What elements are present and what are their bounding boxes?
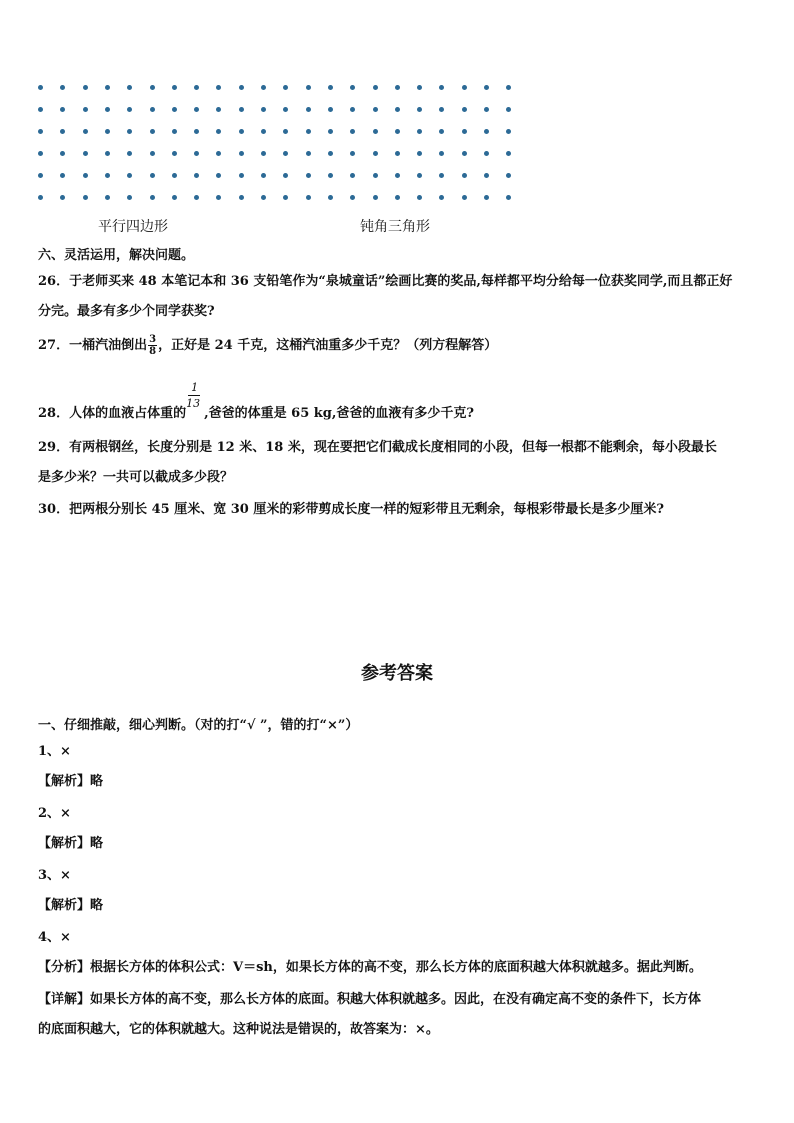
grid-dot bbox=[127, 107, 132, 112]
grid-dot bbox=[150, 85, 155, 90]
grid-dot bbox=[172, 129, 177, 134]
grid-dot bbox=[484, 107, 489, 112]
grid-dot bbox=[373, 151, 378, 156]
grid-dot bbox=[328, 129, 333, 134]
grid-dot bbox=[283, 173, 288, 178]
caption-parallelogram: 平行四边形 bbox=[98, 219, 168, 235]
grid-dot bbox=[60, 107, 65, 112]
grid-dot bbox=[395, 107, 400, 112]
grid-dot bbox=[150, 195, 155, 200]
grid-dot bbox=[283, 129, 288, 134]
fraction-3-8 bbox=[148, 334, 157, 357]
grid-dot bbox=[283, 107, 288, 112]
grid-dot bbox=[261, 195, 266, 200]
grid-dot bbox=[395, 85, 400, 90]
grid-dot bbox=[439, 129, 444, 134]
grid-dot bbox=[216, 173, 221, 178]
answer-4-analysis: 【分析】根据长方体的体积公式：V＝sh，如果长方体的高不变，那么长方体的底面积越大体积就越多。据此判断。 bbox=[38, 960, 702, 975]
grid-dot bbox=[105, 173, 110, 178]
question-26-line2: 分完。最多有多少个同学获奖? bbox=[38, 304, 215, 319]
grid-dot bbox=[484, 85, 489, 90]
fraction-denominator: 8 bbox=[149, 346, 157, 357]
question-30: 30．把两根分别长 45 厘米、宽 30 厘米的彩带剪成长度一样的短彩带且无剩余，每根彩带最长是多少厘米? bbox=[38, 502, 664, 517]
grid-dot bbox=[283, 151, 288, 156]
grid-dot bbox=[38, 173, 43, 178]
grid-dot bbox=[239, 129, 244, 134]
grid-dot bbox=[261, 173, 266, 178]
grid-dot bbox=[439, 173, 444, 178]
grid-dot bbox=[239, 85, 244, 90]
grid-dot bbox=[439, 85, 444, 90]
grid-dot bbox=[216, 195, 221, 200]
grid-dot bbox=[417, 107, 422, 112]
grid-dot bbox=[395, 173, 400, 178]
grid-dot bbox=[439, 107, 444, 112]
answer-4: 4、× bbox=[38, 930, 71, 945]
grid-dot bbox=[506, 173, 511, 178]
grid-dot bbox=[328, 173, 333, 178]
grid-dot bbox=[150, 151, 155, 156]
grid-dot bbox=[216, 129, 221, 134]
grid-dot bbox=[38, 129, 43, 134]
grid-dot bbox=[328, 195, 333, 200]
grid-dot bbox=[350, 129, 355, 134]
grid-dot bbox=[216, 107, 221, 112]
grid-dot bbox=[462, 151, 467, 156]
answer-4-detail-line1: 【详解】如果长方体的高不变，那么长方体的底面。积越大体积就越多。因此，在没有确定高不变的条件下，长方体 bbox=[38, 992, 702, 1007]
grid-dot bbox=[216, 85, 221, 90]
grid-dot bbox=[239, 195, 244, 200]
grid-dot bbox=[350, 195, 355, 200]
grid-dot bbox=[484, 195, 489, 200]
grid-dot bbox=[462, 85, 467, 90]
grid-dot bbox=[350, 151, 355, 156]
grid-dot bbox=[373, 129, 378, 134]
grid-dot bbox=[506, 129, 511, 134]
grid-dot bbox=[105, 151, 110, 156]
grid-dot bbox=[462, 107, 467, 112]
grid-dot bbox=[127, 151, 132, 156]
grid-dot bbox=[395, 195, 400, 200]
grid-dot bbox=[506, 85, 511, 90]
grid-dot bbox=[60, 85, 65, 90]
grid-dot bbox=[373, 173, 378, 178]
grid-dot bbox=[38, 195, 43, 200]
answer-1-explanation: 【解析】略 bbox=[38, 774, 104, 789]
grid-dot bbox=[283, 85, 288, 90]
grid-dot bbox=[172, 151, 177, 156]
grid-dot bbox=[261, 151, 266, 156]
grid-dot bbox=[484, 151, 489, 156]
grid-dot bbox=[38, 107, 43, 112]
grid-dot bbox=[105, 129, 110, 134]
grid-dot bbox=[283, 195, 288, 200]
grid-dot bbox=[306, 195, 311, 200]
grid-dot bbox=[261, 107, 266, 112]
grid-dot bbox=[172, 85, 177, 90]
grid-dot bbox=[306, 85, 311, 90]
grid-dot bbox=[439, 151, 444, 156]
grid-dot bbox=[395, 129, 400, 134]
grid-dot bbox=[38, 151, 43, 156]
answer-3: 3、× bbox=[38, 868, 71, 883]
grid-dot bbox=[373, 107, 378, 112]
grid-dot bbox=[83, 195, 88, 200]
grid-dot bbox=[150, 129, 155, 134]
fraction-1-13 bbox=[186, 381, 204, 417]
grid-dot bbox=[194, 85, 199, 90]
grid-dot bbox=[462, 129, 467, 134]
grid-dot bbox=[172, 107, 177, 112]
grid-dot bbox=[417, 151, 422, 156]
answer-2: 2、× bbox=[38, 806, 71, 821]
grid-dot bbox=[506, 195, 511, 200]
grid-dot bbox=[417, 195, 422, 200]
grid-dot bbox=[105, 85, 110, 90]
grid-dot bbox=[194, 151, 199, 156]
grid-dot bbox=[194, 107, 199, 112]
grid-dot bbox=[506, 151, 511, 156]
grid-dot bbox=[350, 85, 355, 90]
grid-dot bbox=[484, 129, 489, 134]
grid-dot bbox=[261, 85, 266, 90]
answer-3-explanation: 【解析】略 bbox=[38, 898, 104, 913]
question-27 bbox=[38, 334, 497, 357]
grid-dot bbox=[306, 107, 311, 112]
grid-dot bbox=[172, 195, 177, 200]
grid-dot bbox=[350, 173, 355, 178]
fraction-numerator: 3 bbox=[149, 334, 157, 345]
grid-dot bbox=[83, 85, 88, 90]
grid-dot bbox=[150, 107, 155, 112]
question-28-pre: 28．人体的血液占体重的 bbox=[38, 406, 187, 421]
grid-dot bbox=[216, 151, 221, 156]
grid-dot bbox=[194, 173, 199, 178]
grid-dot bbox=[373, 85, 378, 90]
grid-dot bbox=[462, 195, 467, 200]
answer-title: 参考答案 bbox=[361, 663, 433, 684]
grid-dot bbox=[328, 151, 333, 156]
question-26-line1: 26．于老师买来 48 本笔记本和 36 支铅笔作为“泉城童话”绘画比赛的奖品,每样都平均分给每一位获奖同学,而且都正好 bbox=[38, 274, 733, 289]
grid-dot bbox=[306, 173, 311, 178]
section-heading: 六、灵活运用，解决问题。 bbox=[38, 248, 195, 263]
grid-dot bbox=[38, 85, 43, 90]
question-28-post: ,爸爸的体重是 65 kg,爸爸的血液有多少千克? bbox=[204, 406, 475, 421]
grid-dot bbox=[328, 85, 333, 90]
grid-dot bbox=[83, 151, 88, 156]
grid-dot bbox=[194, 129, 199, 134]
grid-dot bbox=[395, 151, 400, 156]
grid-dot bbox=[127, 195, 132, 200]
grid-dot bbox=[83, 107, 88, 112]
grid-dot bbox=[350, 107, 355, 112]
grid-dot bbox=[194, 195, 199, 200]
grid-dot bbox=[239, 107, 244, 112]
grid-dot bbox=[417, 85, 422, 90]
question-28 bbox=[38, 381, 475, 421]
grid-dot bbox=[83, 129, 88, 134]
grid-dot bbox=[127, 173, 132, 178]
grid-dot bbox=[417, 173, 422, 178]
grid-dot bbox=[439, 195, 444, 200]
answer-1: 1、× bbox=[38, 744, 71, 759]
answer-2-explanation: 【解析】略 bbox=[38, 836, 104, 851]
grid-dot bbox=[261, 129, 266, 134]
answer-4-detail-line2: 的底面积越大，它的体积就越大。这种说法是错误的，故答案为：×。 bbox=[38, 1022, 439, 1037]
grid-dot bbox=[239, 173, 244, 178]
grid-dot bbox=[417, 129, 422, 134]
grid-dot bbox=[127, 129, 132, 134]
grid-dot bbox=[60, 195, 65, 200]
question-27-pre: 27．一桶汽油倒出 bbox=[38, 338, 148, 353]
grid-dot bbox=[462, 173, 467, 178]
grid-dot bbox=[373, 195, 378, 200]
grid-dot bbox=[150, 173, 155, 178]
grid-dot bbox=[60, 151, 65, 156]
grid-dot bbox=[306, 129, 311, 134]
grid-dot bbox=[239, 151, 244, 156]
question-29-line1: 29．有两根钢丝，长度分别是 12 米、18 米，现在要把它们截成长度相同的小段，但每一根都不能剩余，每小段最长 bbox=[38, 440, 717, 455]
grid-dot bbox=[306, 151, 311, 156]
grid-dot bbox=[83, 173, 88, 178]
grid-dot bbox=[172, 173, 177, 178]
grid-dot bbox=[60, 129, 65, 134]
dot-grid bbox=[38, 85, 518, 203]
grid-dot bbox=[105, 107, 110, 112]
grid-dot bbox=[484, 173, 489, 178]
grid-dot bbox=[60, 173, 65, 178]
fraction-bar bbox=[188, 395, 200, 396]
fraction-denominator: 13 bbox=[186, 397, 201, 410]
grid-dot bbox=[105, 195, 110, 200]
grid-dot bbox=[506, 107, 511, 112]
grid-dot bbox=[127, 85, 132, 90]
answer-section-1: 一、仔细推敲，细心判断。（对的打“√ ”，错的打“×”） bbox=[38, 718, 359, 733]
question-27-post: ，正好是 24 千克，这桶汽油重多少千克？（列方程解答） bbox=[158, 338, 498, 353]
question-29-line2: 是多少米？一共可以截成多少段？ bbox=[38, 470, 234, 485]
caption-obtuse-triangle: 钝角三角形 bbox=[360, 219, 430, 235]
fraction-numerator: 1 bbox=[191, 381, 199, 394]
grid-dot bbox=[328, 107, 333, 112]
